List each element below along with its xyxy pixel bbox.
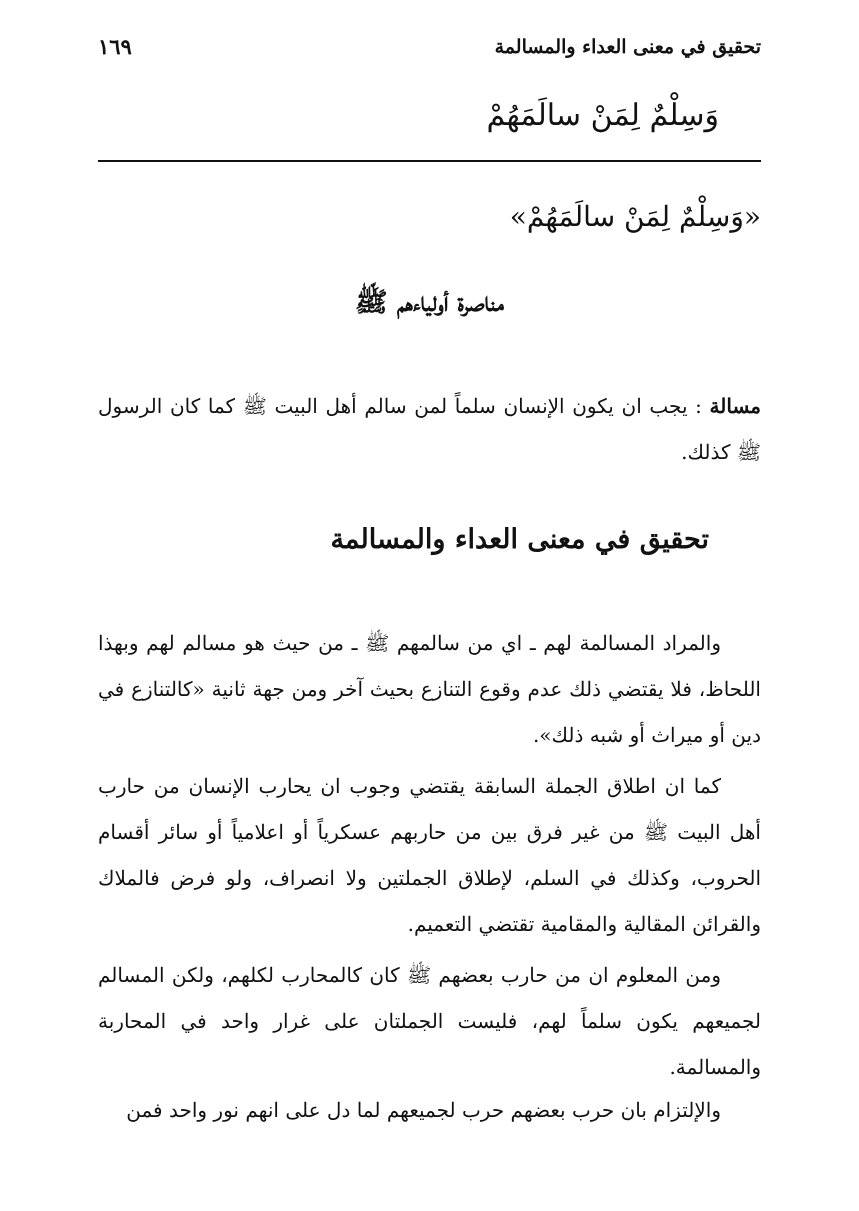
horizontal-rule (98, 160, 761, 162)
page-number: ١٦٩ (98, 34, 132, 59)
paragraph-text: والإلتزام بان حرب بعضهم حرب لجميعهم لما دل على انهم نور واحد فمن (126, 1098, 721, 1122)
quoted-verse: «وَسِلْمٌ لِمَنْ سالَمَهُمْ» (509, 200, 761, 233)
section-heading-supporting-allies: مناصرة أولياءهم ﷺ (354, 287, 505, 318)
body-paragraph-2 (98, 763, 761, 947)
paragraph-text: والمراد المسالمة لهم ـ اي من سالمهم ﷺ ـ من حيث هو مسالم لهم وبهذا اللحاظ، فلا يقتضي ذلك عدم وقوع التنازع بحيث آخر ومن جهة ثانية «كالتنازع في دين أو ميراث أو شبه ذلك». (98, 631, 761, 747)
verse-line: وَسِلْمٌ لِمَنْ سالَمَهُمْ (486, 98, 719, 133)
masala-paragraph (98, 383, 761, 475)
masala-term: مسالة (709, 394, 761, 418)
body-paragraph-4 (98, 1087, 761, 1133)
paragraph-text: كما ان اطلاق الجملة السابقة يقتضي وجوب ان يحارب الإنسان من حارب أهل البيت ﷺ من غير فرق بين من حاربهم عسكرياً أو اعلامياً أو سائر أقسام الحروب، وكذلك في السلم، لإطلاق الجملتين ولا انصراف، ولو فرض فالملاك والقرائن المقالية والمقامية تقتضي التعميم. (98, 774, 761, 936)
section-heading-enmity-peace: تحقيق في معنى العداء والمسالمة (330, 524, 709, 555)
running-header-title: تحقيق في معنى العداء والمسالمة (494, 36, 761, 58)
body-paragraph-1 (98, 620, 761, 758)
masala-text: : يجب ان يكون الإنسان سلماً لمن سالم أهل البيت ﷺ كما كان الرسول ﷺ كذلك. (98, 394, 761, 464)
paragraph-text: ومن المعلوم ان من حارب بعضهم ﷺ كان كالمحارب لكلهم، ولكن المسالم لجميعهم يكون سلماً لهم، فليست الجملتان على غرار واحد في المحاربة والمسالمة. (98, 963, 761, 1079)
body-paragraph-3 (98, 952, 761, 1090)
